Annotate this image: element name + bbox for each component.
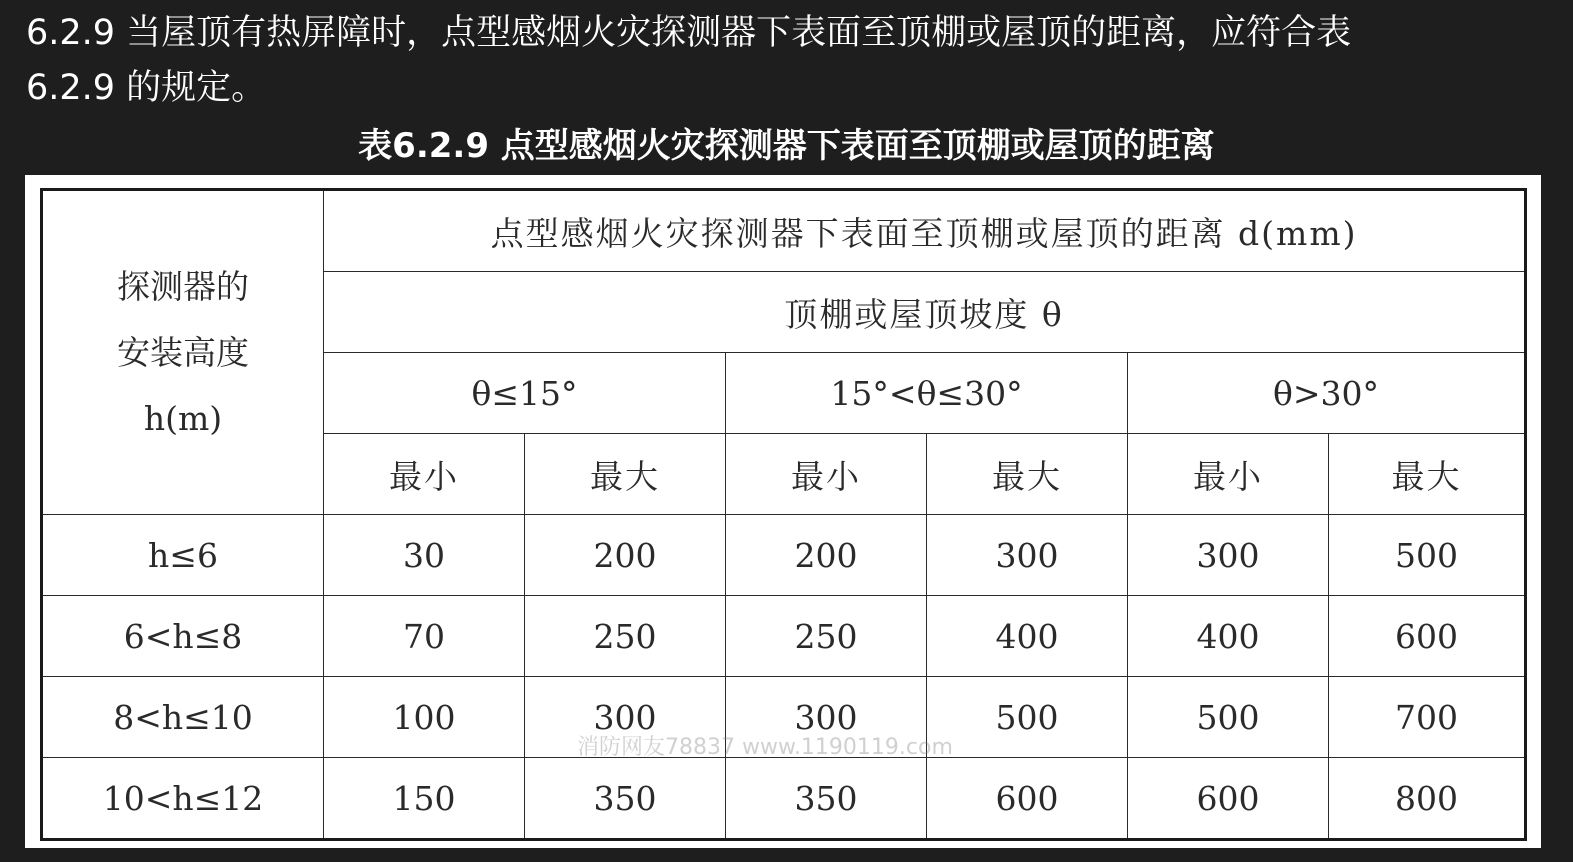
- table-cell: 350: [726, 758, 927, 840]
- table-cell: 300: [927, 515, 1128, 596]
- table-image-panel: [25, 175, 1541, 848]
- stub-header-line-1: 探测器的: [117, 266, 249, 306]
- table-cell: 70: [324, 596, 525, 677]
- table-cell: 350: [525, 758, 726, 840]
- height-range-cell: 8<h≤10: [42, 677, 324, 758]
- slope-group-1: θ≤15°: [324, 353, 726, 434]
- height-range-cell: 10<h≤12: [42, 758, 324, 840]
- table-cell: 200: [726, 515, 927, 596]
- table-row: [42, 677, 1526, 758]
- table-row: [42, 758, 1526, 840]
- watermark: 消防网友78837 www.1190119.com: [577, 735, 953, 760]
- min-label: 最小: [726, 434, 927, 515]
- table-row: [42, 596, 1526, 677]
- stub-header-line-2: 安装高度: [117, 332, 249, 372]
- max-label: 最大: [525, 434, 726, 515]
- table-cell: 400: [1128, 596, 1329, 677]
- paragraph-line-2: 6.2.9 的规定。: [26, 68, 267, 108]
- table-title: 表6.2.9 点型感烟火灾探测器下表面至顶棚或屋顶的距离: [358, 126, 1215, 166]
- max-label: 最大: [927, 434, 1128, 515]
- main-header: 点型感烟火灾探测器下表面至顶棚或屋顶的距离 d(mm): [324, 190, 1526, 272]
- min-label: 最小: [324, 434, 525, 515]
- height-range-cell: 6<h≤8: [42, 596, 324, 677]
- table-cell: 500: [1329, 515, 1526, 596]
- table-cell: 600: [1128, 758, 1329, 840]
- table-cell: 400: [927, 596, 1128, 677]
- slope-group-3: θ>30°: [1128, 353, 1526, 434]
- table-cell: 300: [726, 677, 927, 758]
- min-label: 最小: [1128, 434, 1329, 515]
- table-cell: 500: [927, 677, 1128, 758]
- max-label: 最大: [1329, 434, 1526, 515]
- stub-header-line-3: h(m): [143, 398, 223, 438]
- slope-group-2: 15°<θ≤30°: [726, 353, 1128, 434]
- table-row: [42, 515, 1526, 596]
- table-cell: 100: [324, 677, 525, 758]
- table-cell: 800: [1329, 758, 1526, 840]
- table-cell: 600: [1329, 596, 1526, 677]
- table-cell: 150: [324, 758, 525, 840]
- table-cell: 250: [726, 596, 927, 677]
- table-cell: 30: [324, 515, 525, 596]
- table-cell: 500: [1128, 677, 1329, 758]
- slope-header: 顶棚或屋顶坡度 θ: [324, 272, 1526, 353]
- table-cell: 700: [1329, 677, 1526, 758]
- spec-table: [40, 188, 1527, 841]
- paragraph-line-1: 6.2.9 当屋顶有热屏障时，点型感烟火灾探测器下表面至顶棚或屋顶的距离，应符合表: [26, 13, 1352, 53]
- stub-header: [42, 190, 324, 515]
- table-cell: 250: [525, 596, 726, 677]
- height-range-cell: h≤6: [42, 515, 324, 596]
- table-cell: 600: [927, 758, 1128, 840]
- paragraph: [26, 6, 1546, 116]
- table-cell: 200: [525, 515, 726, 596]
- table-cell: 300: [1128, 515, 1329, 596]
- table-cell: 300: [525, 677, 726, 758]
